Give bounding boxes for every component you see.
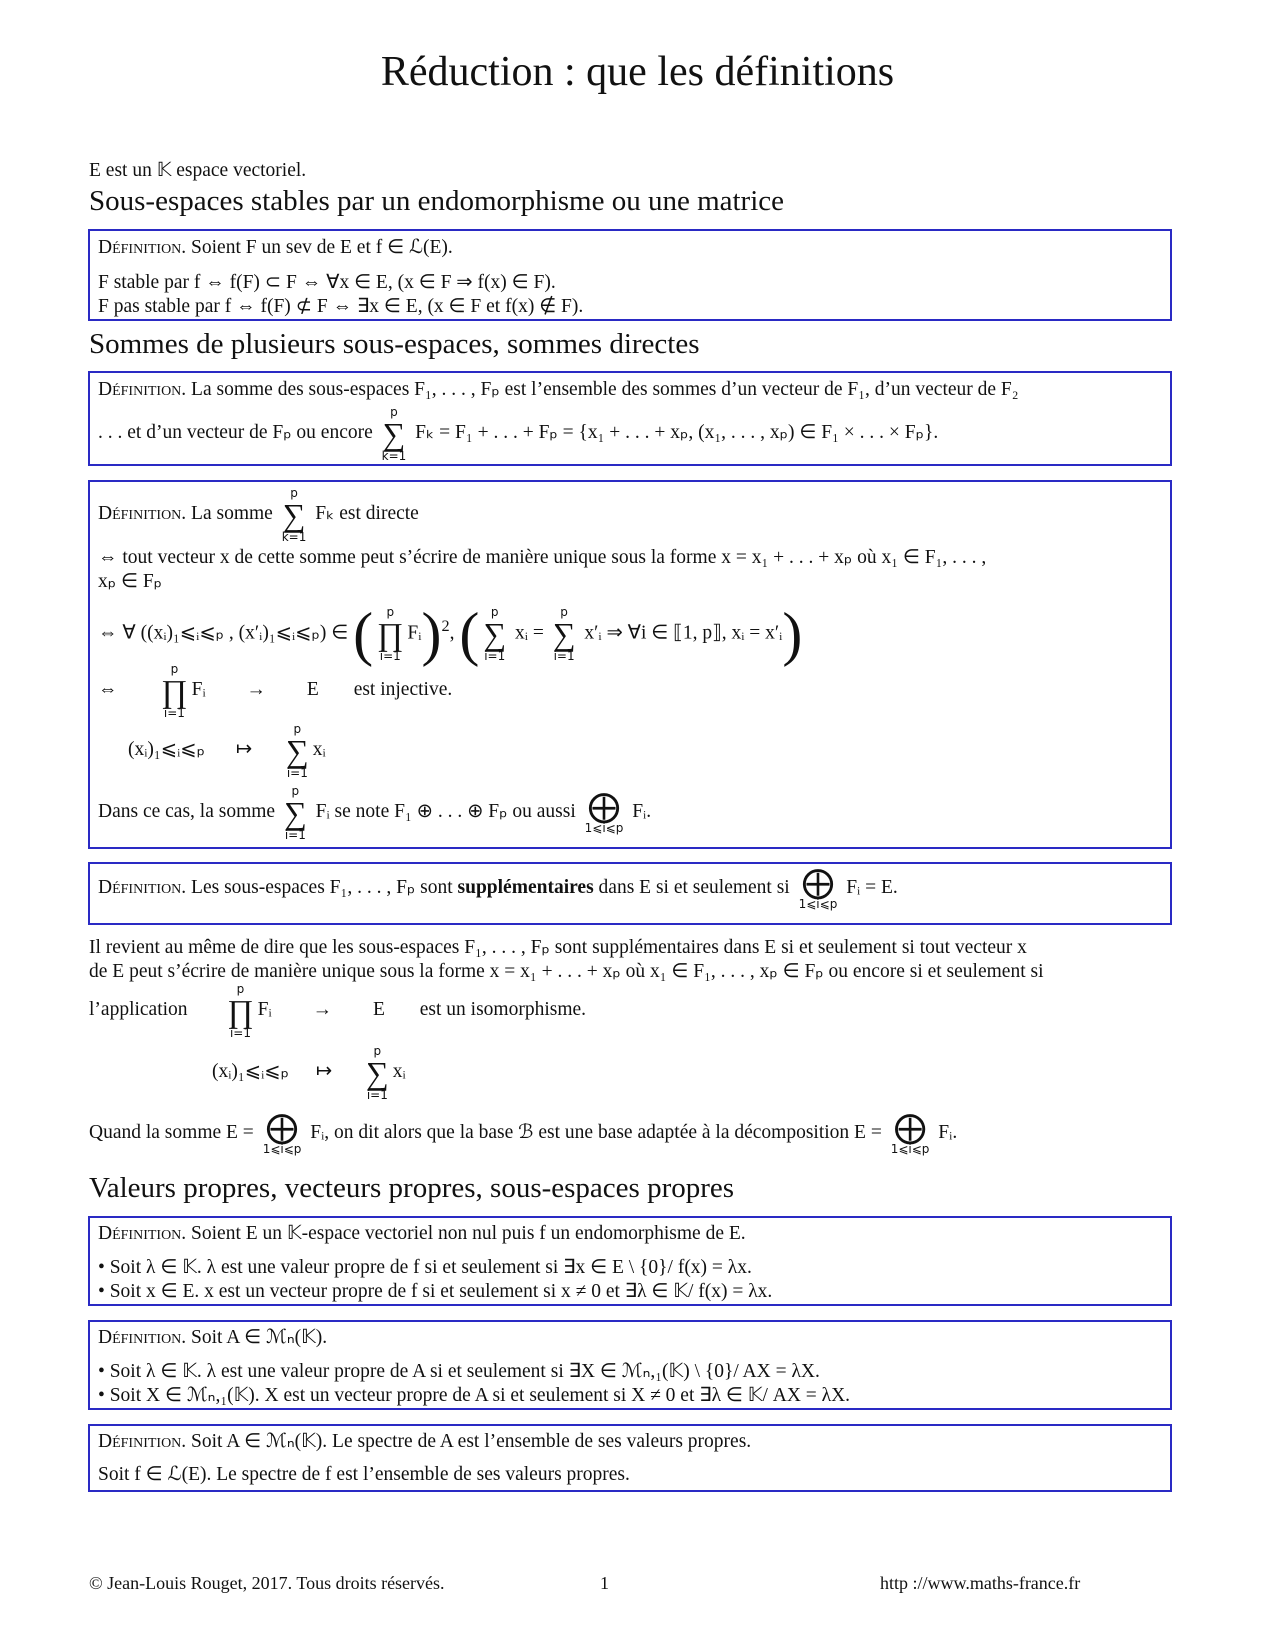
se-note: Fᵢ se note F₁ ⊕ . . . ⊕ Fₚ ou aussi <box>315 801 576 822</box>
definition-box-directe: Définition. La somme p ∑ k=1 Fₖ est directe ⇔ tout vecteur x de cette somme peut s’écrire de manière unique sous la forme x = x₁ + . . . + xₚ où x₁ ∈ F₁, . . . , xₚ ∈ Fₚ ⇔ ∀ ((xᵢ)₁⩽ᵢ⩽ₚ , (x′ᵢ)₁⩽ᵢ⩽ₚ) ∈ ( p ∏ i=1 Fᵢ)$^2$, ( p ∑ i=1 xᵢ = p ∑ i=1 x′ᵢ ⇒ ∀i ∈ ⟦1, p⟧, xᵢ = x′ᵢ) ⇔ p ∏ i=1 Fᵢ → E est injective. (xᵢ)₁⩽ᵢ⩽ₚ ↦ p ∑ i=1 xᵢ Dans ce cas, la somme p ∑ i=1 Fᵢ se note F₁ ⊕ . . . ⊕ Fₚ ou aussi ⨁ 1⩽i⩽p Fᵢ. <box>88 480 1172 849</box>
application-text: l’application <box>89 999 188 1020</box>
dans-ce-cas: Dans ce cas, la somme <box>98 801 276 822</box>
sum-symbol: p ∑ i=1 <box>365 1043 389 1102</box>
supp-a: Les sous-espaces F₁, . . . , Fₚ sont <box>191 877 453 898</box>
page-title: Réduction : que les définitions <box>380 49 895 95</box>
sum-symbol: p ∑ i=1 <box>483 605 507 664</box>
vp1-bullet-2: • Soit x ∈ E. x est un vecteur propre de f si et seulement si x ≠ 0 et ∃λ ∈ 𝕂/ f(x) = λx. <box>98 1281 773 1302</box>
directe-line-2: ⇔ tout vecteur x de cette somme peut s’écrire de manière unique sous la forme x = x₁ + . . . + xₚ où x₁ ∈ F₁, . . . , <box>98 547 987 568</box>
definition-box-vp-endo <box>88 1216 1172 1306</box>
oplus-symbol: ⨁ 1⩽i⩽p <box>584 787 624 835</box>
family: (xᵢ)₁⩽ᵢ⩽ₚ <box>128 739 205 760</box>
mapsto: ↦ <box>315 1061 333 1082</box>
spectre-line-1: Soit A ∈ ℳₙ(𝕂). Le spectre de A est l’ensemble de ses valeurs propres. <box>191 1431 752 1452</box>
directe-1a: La somme <box>191 503 273 524</box>
somme-line-2a: . . . et d’un vecteur de Fₚ ou encore <box>98 422 373 443</box>
equiv: ⇔ <box>98 679 118 700</box>
directe-line-3: xₚ ∈ Fₚ <box>98 571 163 592</box>
injective-text: est injective. <box>353 679 453 700</box>
footer-url[interactable]: http ://www.maths-france.fr <box>880 1573 1081 1593</box>
definition-box-stable <box>88 229 1172 321</box>
mapsto: ↦ <box>235 739 253 760</box>
prod-symbol: p ∏ i=1 <box>377 605 404 664</box>
directe-1b: Fₖ est directe <box>315 503 419 524</box>
vp2-intro: Soit A ∈ ℳₙ(𝕂). <box>191 1327 328 1348</box>
xi: xᵢ <box>312 739 326 760</box>
oplus-symbol: ⨁ 1⩽i⩽p <box>262 1108 302 1156</box>
para-line-1: Il revient au même de dire que les sous-espaces F₁, . . . , Fₚ sont supplémentaires dans E si et seulement si tout vecteur x <box>89 937 1027 958</box>
intro-text: E est un 𝕂 espace vectoriel. <box>89 160 307 181</box>
def-label: Définition. <box>98 503 187 524</box>
def-label: Définition. <box>98 237 187 258</box>
arrow: → <box>246 679 267 700</box>
supp-c: Fᵢ = E. <box>846 877 898 898</box>
sum-symbol: p ∑ i=1 <box>552 605 576 664</box>
vp2-bullet-2: • Soit X ∈ ℳₙ,₁(𝕂). X est un vecteur propre de A si et seulement si X ≠ 0 et ∃λ ∈ 𝕂/ AX = λX. <box>98 1385 851 1406</box>
fi-end: Fᵢ. <box>938 1122 958 1143</box>
stable-line-1: F stable par f ⇔ f(F) ⊂ F ⇔ ∀x ∈ E, (x ∈ F ⇒ f(x) ∈ F). <box>98 272 556 293</box>
family: (xᵢ)₁⩽ᵢ⩽ₚ <box>212 1061 289 1082</box>
section-title-stables: Sous-espaces stables par un endomorphisme ou une matrice <box>89 185 785 217</box>
square: 2 <box>441 617 450 635</box>
somme-line-2b: Fₖ = F₁ + . . . + Fₚ = {x₁ + . . . + xₚ, (x₁, . . . , xₚ) ∈ F₁ × . . . × Fₚ}. <box>415 422 939 443</box>
fi: Fᵢ <box>191 679 206 700</box>
def-label: Définition. <box>98 379 187 400</box>
sum-symbol: p ∑ k=1 <box>281 485 307 544</box>
footer-page-number: 1 <box>600 1573 609 1593</box>
base-adaptee-text: Fᵢ, on dit alors que la base ℬ est une base adaptée à la décomposition E = <box>310 1122 882 1143</box>
vp1-intro: Soient E un 𝕂-espace vectoriel non nul puis f un endomorphisme de E. <box>191 1223 746 1244</box>
fi: Fᵢ <box>257 999 272 1020</box>
stable-intro: Soient F un sev de E et f ∈ ℒ(E). <box>191 237 453 258</box>
stable-line-2: F pas stable par f ⇔ f(F) ⊄ F ⇔ ∃x ∈ E, (x ∈ F et f(x) ∉ F). <box>98 296 584 317</box>
footer-copyright: © Jean-Louis Rouget, 2017. Tous droits réservés. <box>89 1573 445 1593</box>
directe-4a: ⇔ ∀ ((xᵢ)₁⩽ᵢ⩽ₚ , (x′ᵢ)₁⩽ᵢ⩽ₚ) ∈ <box>98 622 349 644</box>
def-label: Définition. <box>98 1431 187 1452</box>
definition-box-vp-matrice <box>88 1320 1172 1410</box>
isomorphisme-text: est un isomorphisme. <box>419 999 587 1020</box>
fi-end: Fᵢ. <box>632 801 652 822</box>
oplus-symbol: ⨁ 1⩽i⩽p <box>798 863 838 911</box>
definition-box-spectre <box>88 1424 1172 1492</box>
vp1-bullet-1: • Soit λ ∈ 𝕂. λ est une valeur propre de f si et seulement si ∃x ∈ E \ {0}/ f(x) = λx. <box>98 1257 752 1278</box>
supp-b: dans E si et seulement si <box>598 877 790 898</box>
somme-line-1: La somme des sous-espaces F₁, . . . , Fₚ est l’ensemble des sommes d’un vecteur de F₁, d’un vecteur de F₂ <box>191 379 1019 400</box>
paren-right: ) <box>421 601 442 668</box>
prod-symbol: p ∏ i=1 <box>161 661 188 720</box>
def-label: Définition. <box>98 1327 187 1348</box>
quand-text: Quand la somme E = <box>89 1122 254 1143</box>
paren-left: ( <box>353 601 374 668</box>
section-title-valeurs-propres: Valeurs propres, vecteurs propres, sous-espaces propres <box>89 1172 735 1204</box>
xi-implies: x′ᵢ ⇒ ∀i ∈ ⟦1, p⟧, xᵢ = x′ᵢ <box>584 622 783 644</box>
section-title-sommes: Sommes de plusieurs sous-espaces, sommes directes <box>89 328 700 360</box>
definition-box-somme <box>88 371 1172 466</box>
prod-symbol: p ∏ i=1 <box>227 981 254 1040</box>
sum-symbol: p ∑ i=1 <box>285 721 309 780</box>
supp-bold: supplémentaires <box>457 877 594 898</box>
sum-symbol: p ∑ k=1 <box>381 404 407 463</box>
paren-right: ) <box>782 601 803 668</box>
spectre-line-2: Soit f ∈ ℒ(E). Le spectre de f est l’ensemble de ses valeurs propres. <box>98 1464 630 1485</box>
e-space: E <box>372 999 385 1020</box>
e-space: E <box>306 679 319 700</box>
def-label: Définition. <box>98 1223 187 1244</box>
vp2-bullet-1: • Soit λ ∈ 𝕂. λ est une valeur propre de A si et seulement si ∃X ∈ ℳₙ,₁(𝕂) \ {0}/ AX = λX. <box>98 1361 820 1382</box>
fi: Fᵢ <box>407 622 422 644</box>
paren-left: ( <box>459 601 480 668</box>
definition-box-supplementaires <box>88 862 1172 925</box>
xi-eq: xᵢ = <box>515 622 544 644</box>
para-line-2: de E peut s’écrire de manière unique sous la forme x = x₁ + . . . + xₚ où x₁ ∈ F₁, . . . , xₚ ∈ Fₚ ou encore si et seulement si <box>89 961 1044 982</box>
oplus-symbol: ⨁ 1⩽i⩽p <box>890 1108 930 1156</box>
def-label: Définition. <box>98 877 187 898</box>
sum-symbol: p ∑ i=1 <box>283 783 307 842</box>
arrow: → <box>312 999 333 1020</box>
xi: xᵢ <box>392 1061 406 1082</box>
